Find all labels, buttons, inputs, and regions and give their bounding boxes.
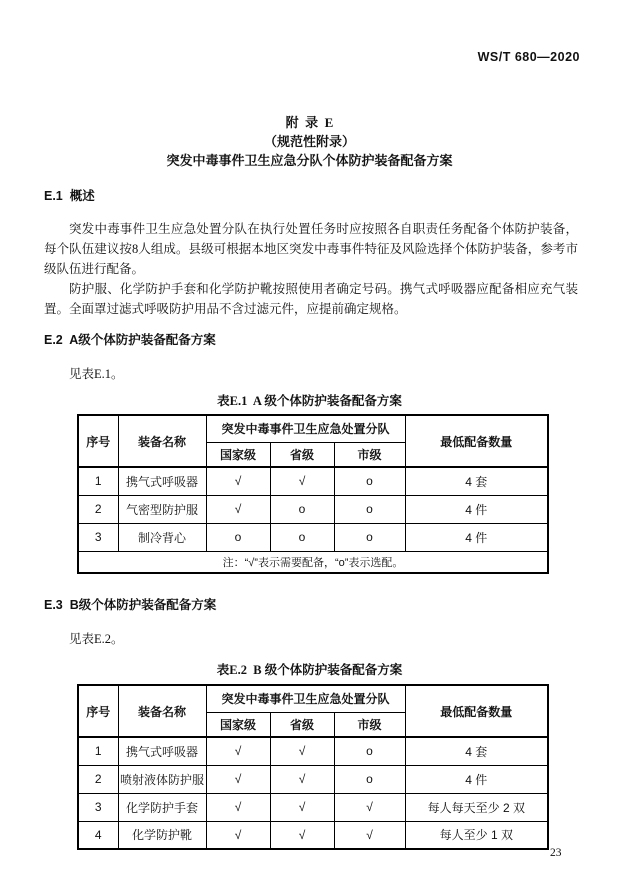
cell-provincial: o xyxy=(270,523,334,551)
cell-city: √ xyxy=(334,793,405,821)
cell-name: 制冷背心 xyxy=(118,523,206,551)
appendix-label: 附 录 E xyxy=(285,115,334,130)
cell-no: 2 xyxy=(78,765,118,793)
appendix-title-block xyxy=(0,113,619,170)
col-header-provincial: 省级 xyxy=(270,712,334,737)
col-header-national: 国家级 xyxy=(206,442,270,467)
cell-provincial: √ xyxy=(270,793,334,821)
cell-no: 3 xyxy=(78,523,118,551)
table-note: 注：“√”表示需要配备，“o”表示选配。 xyxy=(78,551,548,573)
table-row xyxy=(78,467,548,495)
table-row xyxy=(78,793,548,821)
cell-name: 化学防护靴 xyxy=(118,821,206,849)
col-header-city: 市级 xyxy=(334,712,405,737)
cell-city: o xyxy=(334,523,405,551)
cell-min-qty: 4 件 xyxy=(405,495,548,523)
cell-national: o xyxy=(206,523,270,551)
cell-national: √ xyxy=(206,467,270,495)
cell-no: 2 xyxy=(78,495,118,523)
cell-min-qty: 每人每天至少 2 双 xyxy=(405,793,548,821)
cell-city: o xyxy=(334,737,405,765)
col-header-min-qty: 最低配备数量 xyxy=(405,415,548,467)
col-header-index: 序号 xyxy=(78,415,118,467)
paragraph-e1-1: 突发中毒事件卫生应急处置分队在执行处置任务时应按照各自职责任务配备个体防护装备，每个队伍建议按8人组成。县级可根据本地区突发中毒事件特征及风险选择个体防护装备，参考市级队伍进行配备。 xyxy=(44,222,578,276)
cell-min-qty: 4 件 xyxy=(405,523,548,551)
table-row xyxy=(78,737,548,765)
cell-national: √ xyxy=(206,793,270,821)
cell-min-qty: 4 套 xyxy=(405,467,548,495)
table-e1-reference: 见表E.1。 xyxy=(69,367,124,381)
table-e1-caption: 表E.1 A 级个体防护装备配备方案 xyxy=(217,394,402,408)
page-number: 23 xyxy=(550,847,562,859)
cell-min-qty: 每人至少 1 双 xyxy=(405,821,548,849)
cell-city: √ xyxy=(334,821,405,849)
col-header-index: 序号 xyxy=(78,685,118,737)
appendix-title: 突发中毒事件卫生应急分队个体防护装备配备方案 xyxy=(166,153,453,168)
cell-provincial: √ xyxy=(270,737,334,765)
section-e2-heading: E.2 A级个体防护装备配备方案 xyxy=(44,333,216,347)
cell-city: o xyxy=(334,467,405,495)
table-row xyxy=(78,821,548,849)
cell-min-qty: 4 套 xyxy=(405,737,548,765)
cell-national: √ xyxy=(206,737,270,765)
cell-no: 3 xyxy=(78,793,118,821)
cell-name: 气密型防护服 xyxy=(118,495,206,523)
col-header-group: 突发中毒事件卫生应急处置分队 xyxy=(206,685,405,712)
col-header-min-qty: 最低配备数量 xyxy=(405,685,548,737)
cell-no: 4 xyxy=(78,821,118,849)
col-header-name: 装备名称 xyxy=(118,685,206,737)
cell-no: 1 xyxy=(78,467,118,495)
cell-name: 喷射液体防护服 xyxy=(118,765,206,793)
table-row xyxy=(78,765,548,793)
appendix-type: （规范性附录） xyxy=(263,134,355,149)
col-header-group: 突发中毒事件卫生应急处置分队 xyxy=(206,415,405,442)
cell-name: 携气式呼吸器 xyxy=(118,467,206,495)
col-header-provincial: 省级 xyxy=(270,442,334,467)
cell-provincial: √ xyxy=(270,765,334,793)
cell-name: 化学防护手套 xyxy=(118,793,206,821)
table-e2-reference: 见表E.2。 xyxy=(69,632,124,646)
table-e1 xyxy=(77,414,549,574)
cell-national: √ xyxy=(206,765,270,793)
table-e2 xyxy=(77,684,549,850)
cell-min-qty: 4 件 xyxy=(405,765,548,793)
cell-city: o xyxy=(334,765,405,793)
col-header-city: 市级 xyxy=(334,442,405,467)
col-header-name: 装备名称 xyxy=(118,415,206,467)
cell-national: √ xyxy=(206,495,270,523)
table-row xyxy=(78,523,548,551)
section-e1-heading: E.1 概述 xyxy=(44,189,95,203)
section-e3-heading: E.3 B级个体防护装备配备方案 xyxy=(44,598,217,612)
paragraph-e1-2: 防护服、化学防护手套和化学防护靴按照使用者确定号码。携气式呼吸器应配备相应充气装置。全面罩过滤式呼吸防护用品不含过滤元件，应提前确定规格。 xyxy=(44,282,578,316)
table-row xyxy=(78,495,548,523)
table-e2-caption: 表E.2 B 级个体防护装备配备方案 xyxy=(216,663,403,677)
cell-provincial: o xyxy=(270,495,334,523)
standard-number: WS/T 680—2020 xyxy=(477,50,580,64)
section-e1-body xyxy=(44,219,578,319)
cell-name: 携气式呼吸器 xyxy=(118,737,206,765)
cell-provincial: √ xyxy=(270,821,334,849)
cell-national: √ xyxy=(206,821,270,849)
cell-city: o xyxy=(334,495,405,523)
cell-no: 1 xyxy=(78,737,118,765)
col-header-national: 国家级 xyxy=(206,712,270,737)
cell-provincial: √ xyxy=(270,467,334,495)
